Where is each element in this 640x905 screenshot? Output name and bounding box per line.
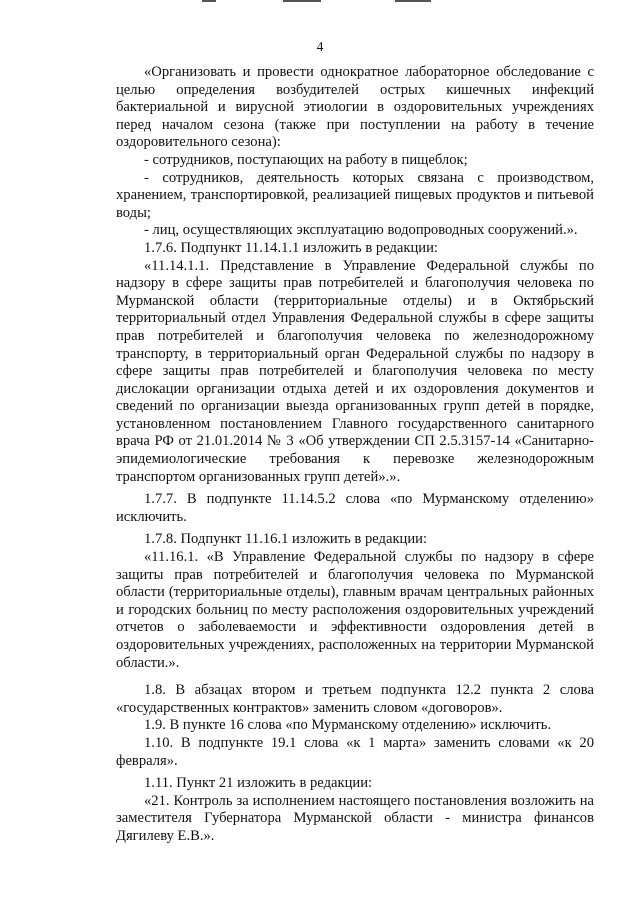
paragraph-1-7-8: 1.7.8. Подпункт 11.16.1 изложить в редакции: [144, 531, 428, 548]
page-number: 4 [316, 39, 324, 54]
scan-edge-marks [0, 0, 640, 6]
paragraph-11-14-1-1: «11.14.1.1. Представление в Управление Федеральной службы по надзору в сфере защиты прав потребителей и благополучия человека по Мурманской области (территориальные отделы) и в Октябрьский территориальный отдел Управления Федеральной службы в сфере защиты прав потребителей и благополучия человека по железнодорожному транспорту, в территориальный орган Федеральной службы по надзору в сфере защиты прав потребителей и благополучия человека по месту дислокации организации отдыха детей и их оздоровления документов и сведений по организации выезда организованных групп детей в порядке, установленном постановлением Главного государственного санитарного врача РФ от 21.01.2014 № 3 «Об утверждении СП 2.5.3157-14 «Санитарно-эпидемиологические требования к перевозке железнодорожным транспортом организованных групп детей».». [116, 257, 594, 485]
document-body [116, 64, 594, 846]
paragraph-1-7-7: 1.7.7. В подпункте 11.14.5.2 слова «по Мурманскому отделению» исключить. [116, 491, 594, 525]
paragraph-1-10: 1.10. В подпункте 19.1 слова «к 1 марта» заменить словами «к 20 февраля». [116, 734, 594, 769]
paragraph-1-9: 1.9. В пункте 16 слова «по Мурманскому отделению» исключить. [144, 717, 552, 734]
paragraph-11-16-1: «11.16.1. «В Управление Федеральной службы по надзору в сфере защиты прав потребителей и благополучия человека по Мурманской области (территориальные отделы), главным врачам центральных районных и городских больниц по месту расположения оздоровительных учреждений отчетов о заболеваемости и эффективности оздоровления детей в оздоровительных учреждениях, расположенных на территории Мурманской области.». [116, 549, 594, 671]
paragraph-1-11: 1.11. Пункт 21 изложить в редакции: [144, 775, 373, 792]
paragraph-1-7-6: 1.7.6. Подпункт 11.14.1.1 изложить в редакции: [144, 239, 438, 256]
paragraph-list-item-catering-staff: - сотрудников, поступающих на работу в пищеблок; [144, 151, 468, 168]
paragraph-21: «21. Контроль за исполнением настоящего постановления возложить на заместителя Губернатора Мурманской области - министра финансов Дягилеву Е.В.». [116, 792, 594, 844]
paragraph-list-item-food-staff: - сотрудников, деятельность которых связана с производством, хранением, транспортировкой, реализацией пищевых продуктов и питьевой воды; [116, 169, 594, 221]
paragraph-1-8: 1.8. В абзацах втором и третьем подпункта 12.2 пункта 2 слова «государственных контрактов» заменить словом «договоров». [116, 682, 594, 716]
paragraph-list-item-water-staff: - лиц, осуществляющих эксплуатацию водопроводных сооружений.». [144, 222, 578, 239]
paragraph-lab-examination: «Организовать и провести однократное лабораторное обследование с целью определения возбудителей острых кишечных инфекций бактериальной и вирусной этиологии в оздоровительных учреждениях перед началом сезона (также при поступлении на работу в течение оздоровительного сезона): [116, 64, 594, 151]
